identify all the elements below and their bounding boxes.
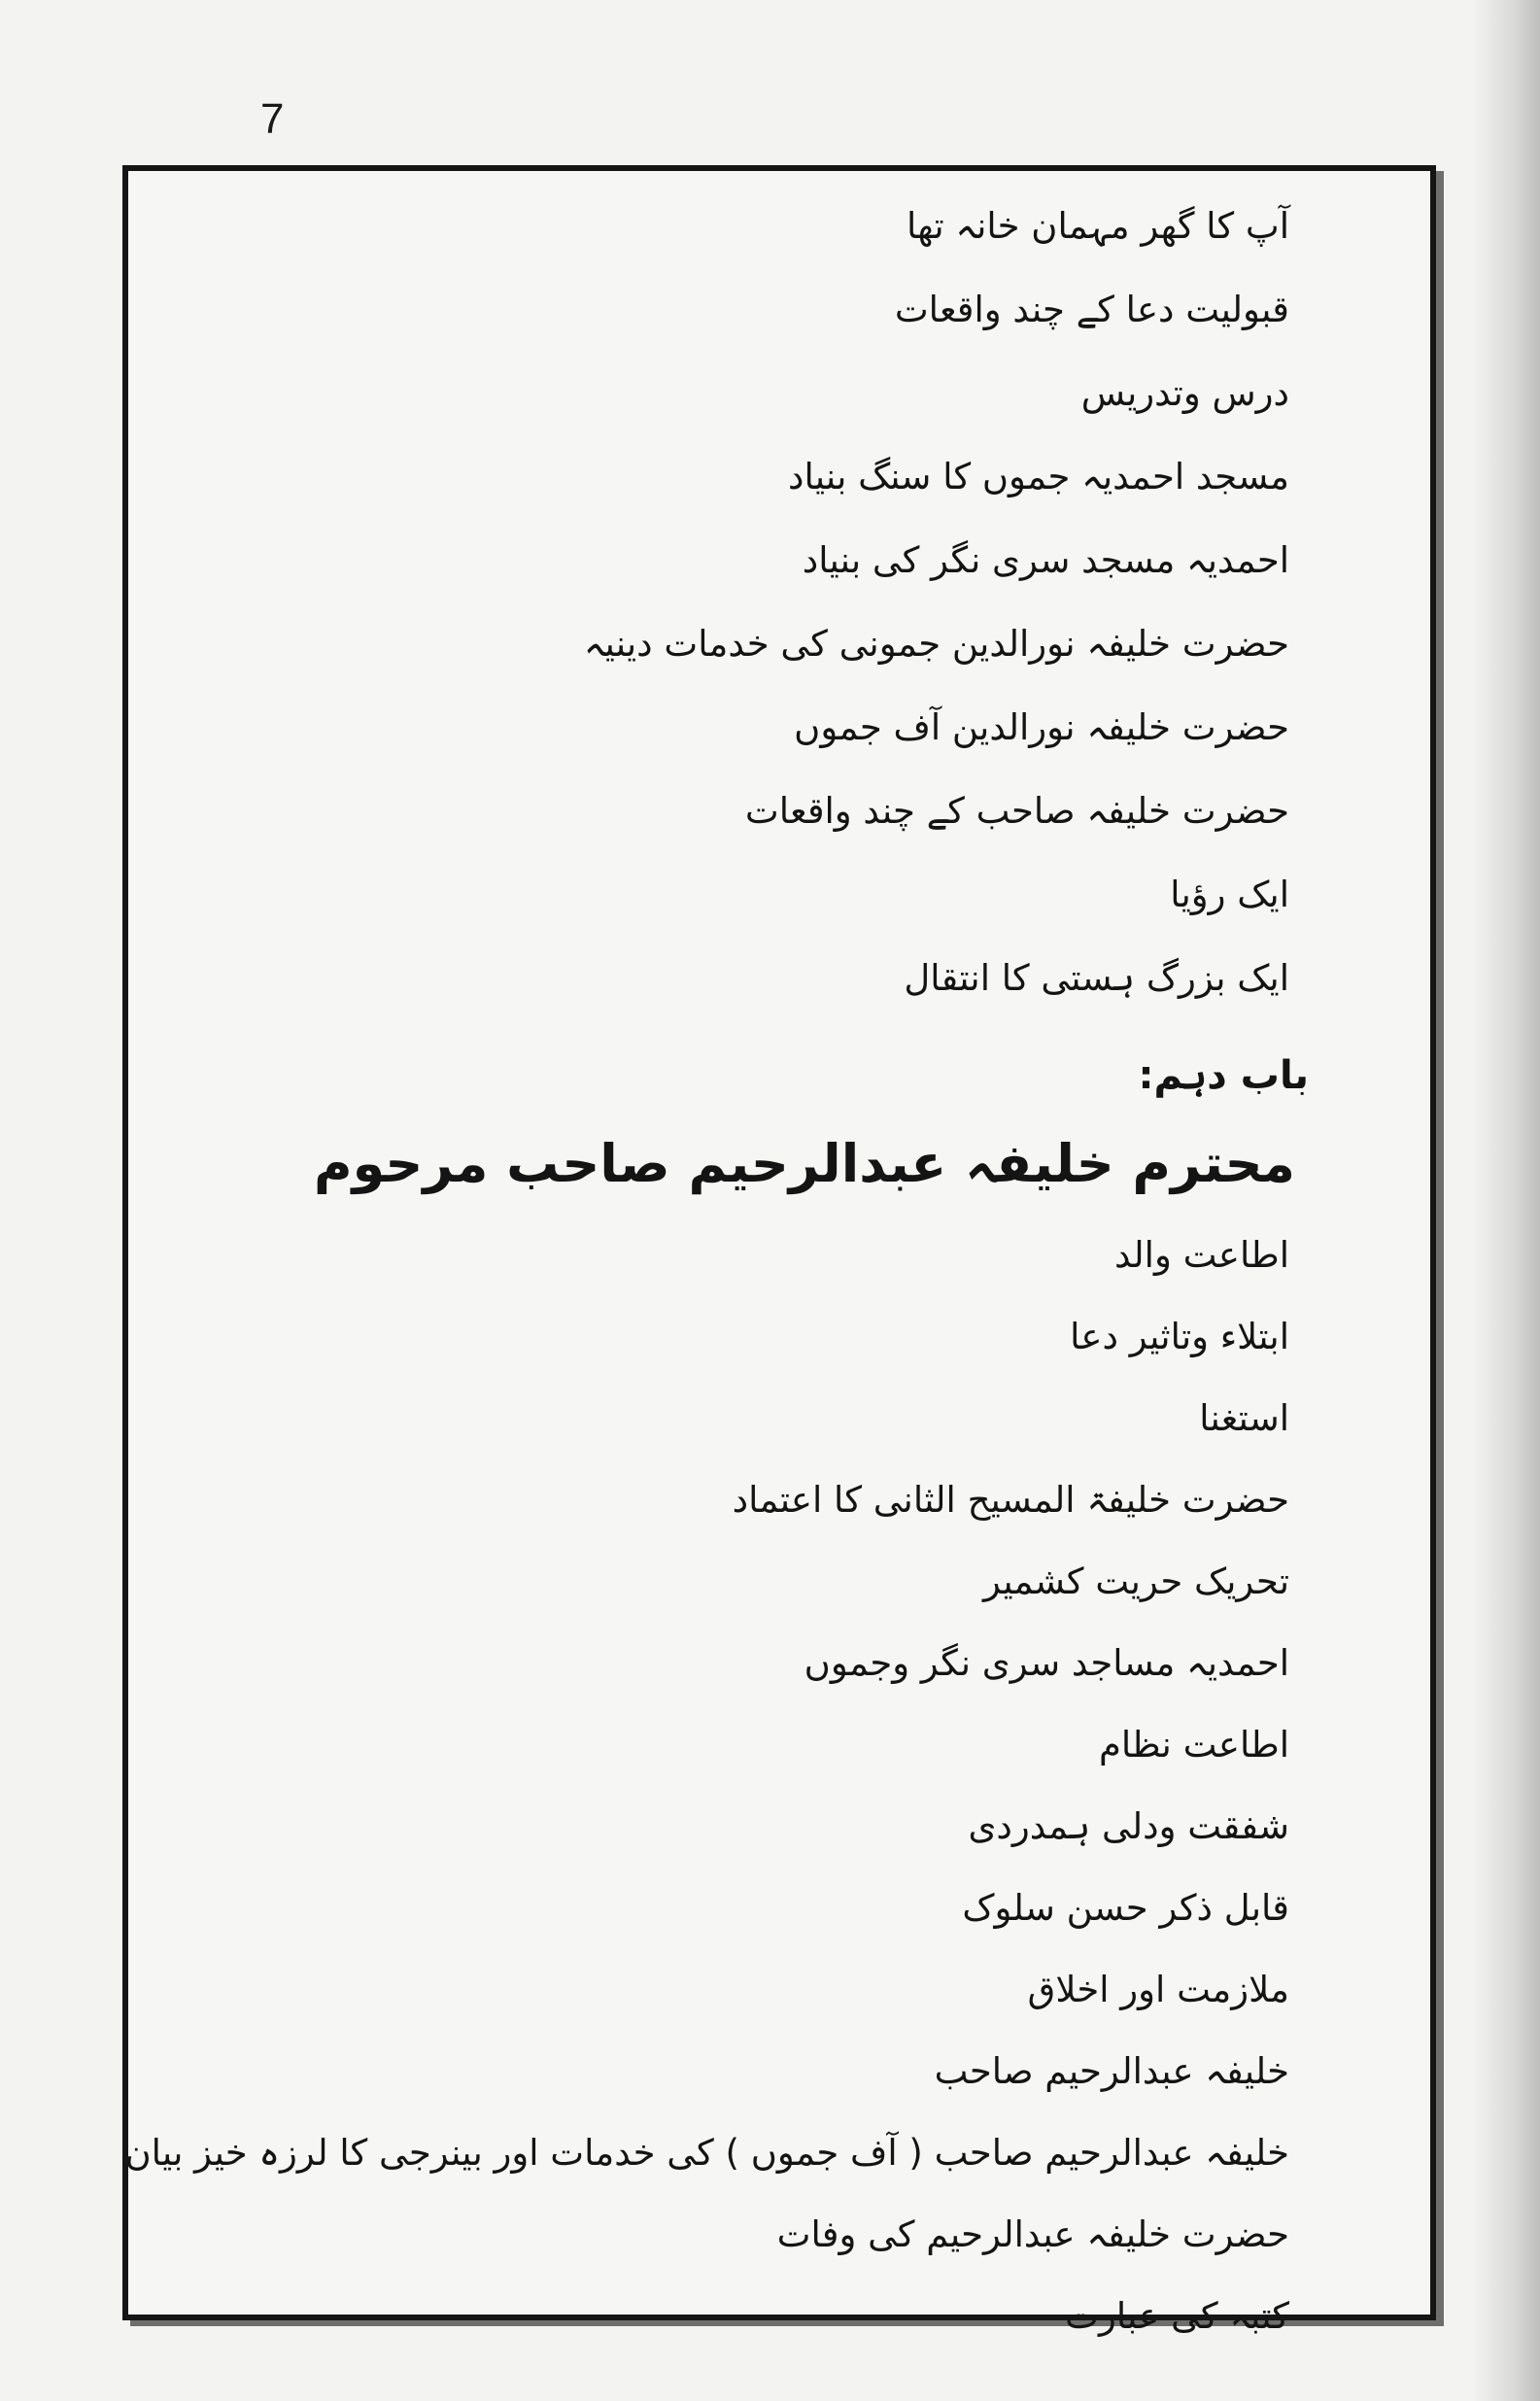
toc-entry: خلیفہ عبدالرحیم صاحب ( آف جموں ) کی خدمات اور بینرجی کا لرزہ خیز بیان [124,2132,1289,2174]
chapter-label: باب دہم: [1138,1053,1309,1098]
toc-entry: خلیفہ عبدالرحیم صاحب [934,2050,1289,2092]
toc-entry: ابتلاء وتاثیر دعا [1070,1316,1289,1357]
toc-entry: تحریک حریت کشمیر [982,1561,1289,1602]
toc-entry: حضرت خلیفہ صاحب کے چند واقعات [744,790,1289,832]
table-of-contents [124,185,1309,2357]
toc-entry: ملازمت اور اخلاق [1027,1969,1289,2010]
toc-entry: حضرت خلیفہ نورالدین جمونی کی خدمات دینیہ [583,623,1289,665]
toc-entry: حضرت خلیفۃ المسیح الثانی کا اعتماد [732,1479,1289,1521]
toc-entry: اطاعت والد [1113,1234,1289,1276]
toc-entry: مسجد احمدیہ جموں کا سنگ بنیاد [788,456,1289,497]
toc-entry: احمدیہ مسجد سری نگر کی بنیاد [802,539,1289,581]
toc-entry: حضرت خلیفہ نورالدین آف جموں [794,706,1289,748]
toc-entry: ایک بزرگ ہستی کا انتقال [904,957,1289,999]
toc-entry: اطاعت نظام [1098,1724,1289,1766]
toc-entry: ایک رؤیا [1170,874,1289,915]
toc-entry: آپ کا گھر مہمان خانہ تھا [907,205,1289,247]
toc-entry: حضرت خلیفہ عبدالرحیم کی وفات [776,2213,1289,2255]
section-two-list [124,1215,1289,2357]
toc-entry: قبولیت دعا کے چند واقعات [894,289,1289,330]
toc-entry: شفقت ودلی ہمدردی [968,1805,1289,1847]
toc-entry: قابل ذکر حسن سلوک [962,1887,1289,1929]
section-one-list [172,185,1289,1020]
toc-entry: استغنا [1199,1397,1289,1439]
chapter-title: محترم خلیفہ عبدالرحیم صاحب مرحوم [314,1133,1295,1194]
page-edge-shadow [1472,0,1540,2401]
toc-entry: کتبہ کی عبارت [1065,2295,1289,2337]
page-number: 7 [260,95,285,143]
toc-entry: درس وتدریس [1080,372,1289,414]
toc-entry: احمدیہ مساجد سری نگر وجموں [804,1642,1289,1684]
